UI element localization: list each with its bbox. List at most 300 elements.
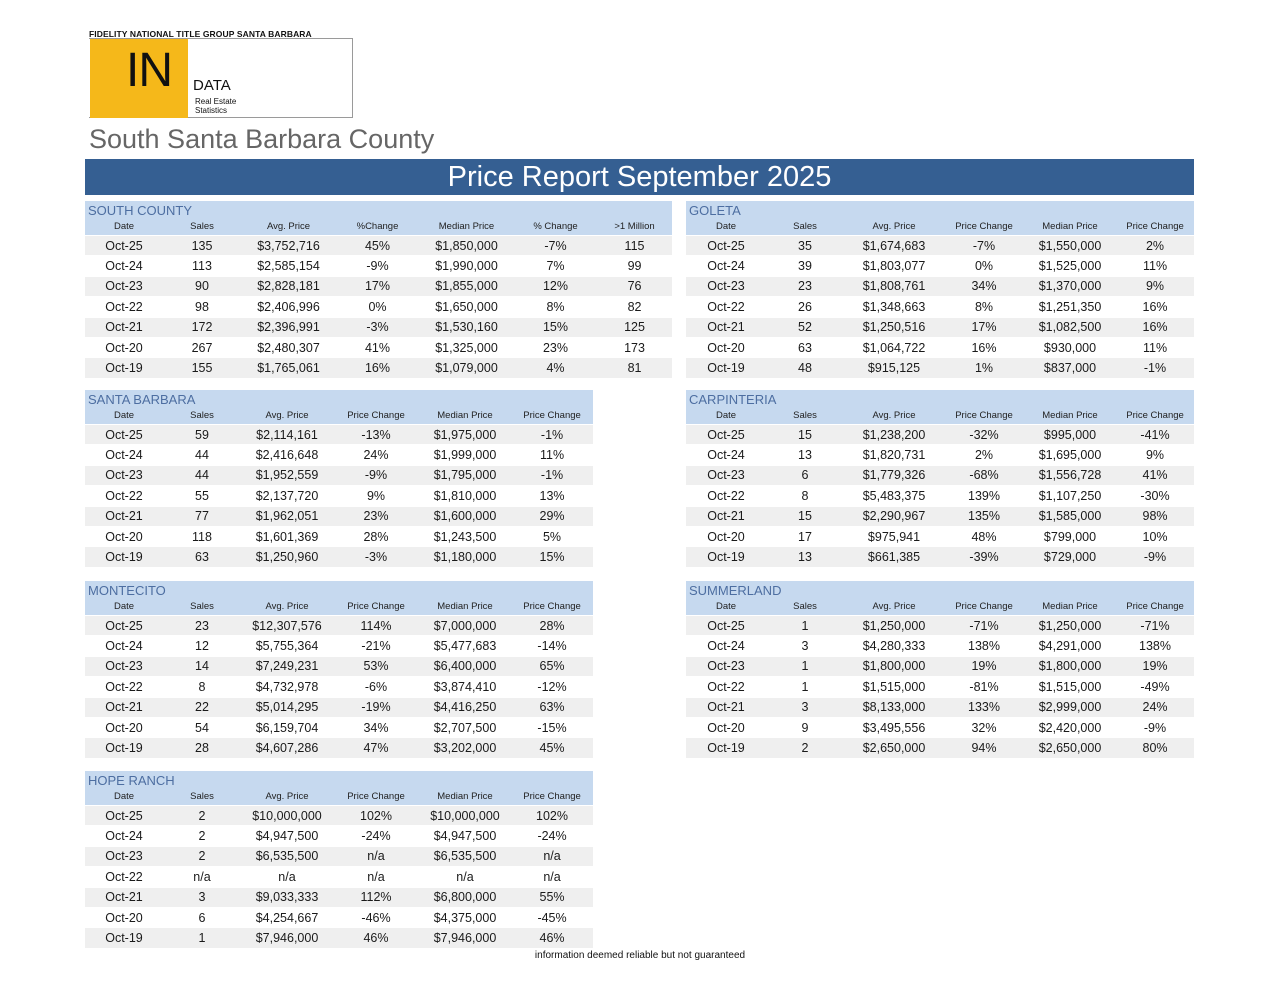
table-cell: -9% [336, 256, 419, 276]
table-cell: 0% [944, 256, 1024, 276]
table-cell: 13% [511, 486, 593, 506]
table-cell: 23 [163, 616, 241, 636]
table-cell: $1,585,000 [1024, 506, 1116, 526]
table-row [686, 656, 1194, 676]
table-cell: Oct-22 [85, 867, 163, 887]
table-cell: 3 [766, 636, 844, 656]
table-cell: $9,033,333 [241, 887, 333, 907]
table-cell: $2,396,991 [241, 317, 336, 337]
table-cell: 5% [511, 526, 593, 546]
table-cell: 19% [944, 656, 1024, 676]
table-cell: -49% [1116, 677, 1194, 697]
table-cell: Oct-25 [686, 425, 766, 445]
table-cell: 81 [597, 358, 672, 378]
table-cell: 118 [163, 526, 241, 546]
table-row [85, 465, 593, 485]
table-cell: $1,779,326 [844, 465, 944, 485]
table-cell: Oct-19 [686, 738, 766, 758]
table-cell: $10,000,000 [419, 806, 511, 826]
table-cell: 46% [511, 928, 593, 948]
table-row [686, 486, 1194, 506]
table-cell: 99 [597, 256, 672, 276]
table-row [686, 677, 1194, 697]
table-cell: Oct-23 [686, 656, 766, 676]
table-cell: 2 [163, 806, 241, 826]
column-header: Sales [766, 407, 844, 425]
table-cell: 135 [163, 236, 241, 256]
table-cell: 135% [944, 506, 1024, 526]
table-row [686, 358, 1194, 378]
table-title: SUMMERLAND [686, 581, 1194, 598]
table-cell: $1,250,000 [844, 616, 944, 636]
table-cell: $1,808,761 [844, 276, 944, 296]
column-header: Price Change [944, 218, 1024, 236]
table-cell: Oct-20 [686, 337, 766, 357]
table-row [686, 547, 1194, 567]
table-cell: 19% [1116, 656, 1194, 676]
column-header: Avg. Price [241, 407, 333, 425]
table-cell: $1,515,000 [844, 677, 944, 697]
table-cell: $661,385 [844, 547, 944, 567]
table-row [85, 236, 672, 256]
table-row [686, 317, 1194, 337]
table-cell: $1,250,516 [844, 317, 944, 337]
column-header: Price Change [1116, 407, 1194, 425]
table-cell: Oct-23 [85, 846, 163, 866]
table-cell: $1,370,000 [1024, 276, 1116, 296]
table-cell: 9 [766, 717, 844, 737]
table-cell: -15% [511, 717, 593, 737]
table-cell: $1,238,200 [844, 425, 944, 445]
table-cell: $1,251,350 [1024, 297, 1116, 317]
column-header: Price Change [1116, 218, 1194, 236]
column-header: Price Change [511, 598, 593, 616]
fidelity-indata-logo [89, 27, 355, 119]
column-header: Avg. Price [844, 407, 944, 425]
table-cell: 11% [511, 445, 593, 465]
table-row [686, 256, 1194, 276]
table-cell: -9% [333, 465, 419, 485]
table-cell: 11% [1116, 337, 1194, 357]
column-header: Date [686, 598, 766, 616]
table-cell: $1,530,160 [419, 317, 514, 337]
table-cell: $1,064,722 [844, 337, 944, 357]
table-cell: 53% [333, 656, 419, 676]
table-cell: Oct-21 [85, 317, 163, 337]
table-cell: 41% [1116, 465, 1194, 485]
table-cell: 23 [766, 276, 844, 296]
table-santa-barbara [85, 390, 593, 567]
table-cell: 32% [944, 717, 1024, 737]
table-cell: $1,674,683 [844, 236, 944, 256]
table-cell: $1,765,061 [241, 358, 336, 378]
table-cell: 2 [766, 738, 844, 758]
table-row [85, 636, 593, 656]
table-cell: $2,480,307 [241, 337, 336, 357]
table-row [85, 677, 593, 697]
report-title-banner: Price Report September 2025 [85, 159, 1194, 195]
table-row [686, 697, 1194, 717]
table-cell: n/a [419, 867, 511, 887]
table-cell: -1% [511, 465, 593, 485]
table-cell: 16% [1116, 317, 1194, 337]
table-cell: n/a [333, 846, 419, 866]
table-cell: Oct-22 [85, 297, 163, 317]
table-cell: 112% [333, 887, 419, 907]
table-cell: -7% [514, 236, 597, 256]
table-summerland [686, 581, 1194, 758]
table-row [686, 425, 1194, 445]
table-row [85, 358, 672, 378]
column-header: Date [85, 407, 163, 425]
table-cell: 114% [333, 616, 419, 636]
table-cell: -1% [511, 425, 593, 445]
table-cell: n/a [511, 867, 593, 887]
table-cell: 24% [1116, 697, 1194, 717]
logo-sub-line-2: Statistics [195, 106, 228, 115]
table-row [686, 526, 1194, 546]
table-row [85, 616, 593, 636]
table-cell: Oct-21 [686, 697, 766, 717]
table-cell: -12% [511, 677, 593, 697]
table-cell: 28% [333, 526, 419, 546]
table-cell: $4,947,500 [419, 826, 511, 846]
table-cell: Oct-22 [686, 677, 766, 697]
table-title: SANTA BARBARA [85, 390, 593, 407]
table-row [686, 276, 1194, 296]
table-cell: 11% [1116, 256, 1194, 276]
table-cell: 15 [766, 425, 844, 445]
table-cell: 34% [333, 717, 419, 737]
logo-in-text: IN [126, 44, 172, 97]
table-cell: Oct-23 [686, 465, 766, 485]
column-header: Sales [766, 218, 844, 236]
table-cell: 267 [163, 337, 241, 357]
column-header: Sales [163, 407, 241, 425]
table-cell: 28 [163, 738, 241, 758]
table-cell: Oct-22 [686, 486, 766, 506]
table-cell: $5,755,364 [241, 636, 333, 656]
table-row [85, 738, 593, 758]
table-cell: $6,400,000 [419, 656, 511, 676]
table-cell: $1,601,369 [241, 526, 333, 546]
table-cell: 9% [1116, 276, 1194, 296]
table-cell: $1,556,728 [1024, 465, 1116, 485]
column-header: Avg. Price [844, 218, 944, 236]
table-cell: $1,999,000 [419, 445, 511, 465]
table-cell: 82 [597, 297, 672, 317]
table-cell: 173 [597, 337, 672, 357]
table-cell: -30% [1116, 486, 1194, 506]
table-cell: Oct-19 [686, 547, 766, 567]
table-cell: $1,695,000 [1024, 445, 1116, 465]
table-cell: 2 [163, 826, 241, 846]
table-cell: 28% [511, 616, 593, 636]
table-cell: Oct-24 [85, 826, 163, 846]
table-cell: $4,947,500 [241, 826, 333, 846]
table-cell: $4,291,000 [1024, 636, 1116, 656]
table-cell: 17% [336, 276, 419, 296]
table-cell: $1,962,051 [241, 506, 333, 526]
table-cell: $1,952,559 [241, 465, 333, 485]
table-cell: Oct-25 [85, 806, 163, 826]
table-cell: Oct-23 [85, 465, 163, 485]
table-cell: 12% [514, 276, 597, 296]
table-cell: 15% [514, 317, 597, 337]
table-cell: 45% [511, 738, 593, 758]
table-cell: $7,000,000 [419, 616, 511, 636]
table-cell: $4,254,667 [241, 907, 333, 927]
table-cell: 9% [333, 486, 419, 506]
table-cell: $1,800,000 [844, 656, 944, 676]
table-row [85, 656, 593, 676]
table-cell: $10,000,000 [241, 806, 333, 826]
table-cell: $4,280,333 [844, 636, 944, 656]
table-cell: $1,850,000 [419, 236, 514, 256]
table-row [85, 425, 593, 445]
table-cell: Oct-23 [85, 656, 163, 676]
table-cell: 1 [766, 616, 844, 636]
table-cell: 55% [511, 887, 593, 907]
table-cell: 16% [944, 337, 1024, 357]
table-cell: 6 [163, 907, 241, 927]
table-row [85, 445, 593, 465]
table-cell: 102% [511, 806, 593, 826]
table-cell: 138% [1116, 636, 1194, 656]
table-carpinteria [686, 390, 1194, 567]
column-header: Sales [163, 788, 241, 806]
column-header: Median Price [1024, 598, 1116, 616]
table-cell: $4,732,978 [241, 677, 333, 697]
table-cell: $3,874,410 [419, 677, 511, 697]
table-cell: n/a [511, 846, 593, 866]
table-cell: $7,946,000 [419, 928, 511, 948]
table-cell: 4% [514, 358, 597, 378]
table-cell: $1,600,000 [419, 506, 511, 526]
table-cell: 76 [597, 276, 672, 296]
table-cell: 6 [766, 465, 844, 485]
table-cell: $2,406,996 [241, 297, 336, 317]
table-cell: $12,307,576 [241, 616, 333, 636]
table-cell: 15 [766, 506, 844, 526]
table-row [686, 297, 1194, 317]
table-cell: Oct-21 [85, 506, 163, 526]
table-cell: 17% [944, 317, 1024, 337]
table-cell: Oct-24 [85, 256, 163, 276]
table-cell: 7% [514, 256, 597, 276]
table-cell: 63 [163, 547, 241, 567]
table-cell: 1% [944, 358, 1024, 378]
table-cell: 24% [333, 445, 419, 465]
table-cell: -45% [511, 907, 593, 927]
table-cell: 133% [944, 697, 1024, 717]
table-cell: 14 [163, 656, 241, 676]
table-cell: 90 [163, 276, 241, 296]
table-cell: 80% [1116, 738, 1194, 758]
table-cell: 8% [514, 297, 597, 317]
table-row [686, 738, 1194, 758]
table-row [85, 256, 672, 276]
table-cell: $2,585,154 [241, 256, 336, 276]
table-cell: Oct-21 [85, 697, 163, 717]
table-cell: 45% [336, 236, 419, 256]
table-row [686, 445, 1194, 465]
table-row [85, 337, 672, 357]
table-cell: Oct-21 [686, 506, 766, 526]
table-cell: -24% [511, 826, 593, 846]
table-title: HOPE RANCH [85, 771, 593, 788]
table-cell: Oct-19 [85, 547, 163, 567]
table-cell: 10% [1116, 526, 1194, 546]
table-row [85, 887, 593, 907]
table-cell: 16% [336, 358, 419, 378]
table-cell: 3 [163, 887, 241, 907]
table-row [85, 276, 672, 296]
table-cell: $8,133,000 [844, 697, 944, 717]
table-cell: 1 [766, 656, 844, 676]
table-cell: $1,082,500 [1024, 317, 1116, 337]
footer-disclaimer: information deemed reliable but not guaranteed [534, 950, 746, 961]
column-header: %Change [336, 218, 419, 236]
table-cell: Oct-20 [85, 907, 163, 927]
table-cell: $1,810,000 [419, 486, 511, 506]
table-cell: 113 [163, 256, 241, 276]
table-cell: Oct-24 [85, 636, 163, 656]
table-cell: 0% [336, 297, 419, 317]
table-cell: 44 [163, 445, 241, 465]
table-cell: $4,375,000 [419, 907, 511, 927]
table-cell: $7,249,231 [241, 656, 333, 676]
column-header: Avg. Price [241, 218, 336, 236]
table-row [85, 506, 593, 526]
table-cell: Oct-24 [686, 445, 766, 465]
table-cell: Oct-20 [85, 717, 163, 737]
table-cell: -3% [336, 317, 419, 337]
table-cell: -46% [333, 907, 419, 927]
table-cell: -71% [1116, 616, 1194, 636]
table-cell: 48 [766, 358, 844, 378]
table-title: GOLETA [686, 201, 1194, 218]
table-cell: $6,535,500 [419, 846, 511, 866]
table-cell: 47% [333, 738, 419, 758]
table-row [686, 236, 1194, 256]
table-cell: n/a [333, 867, 419, 887]
logo-subtitle [195, 97, 236, 115]
column-header: Price Change [333, 598, 419, 616]
table-cell: 63% [511, 697, 593, 717]
table-cell: 63 [766, 337, 844, 357]
table-cell: -3% [333, 547, 419, 567]
table-cell: $6,535,500 [241, 846, 333, 866]
table-cell: 59 [163, 425, 241, 445]
table-cell: $4,416,250 [419, 697, 511, 717]
table-row [686, 465, 1194, 485]
table-cell: -21% [333, 636, 419, 656]
column-header: Price Change [511, 788, 593, 806]
table-cell: $2,999,000 [1024, 697, 1116, 717]
table-row [85, 317, 672, 337]
table-row [85, 826, 593, 846]
table-cell: $2,416,648 [241, 445, 333, 465]
table-cell: -7% [944, 236, 1024, 256]
column-header: Price Change [944, 598, 1024, 616]
column-header: Median Price [419, 788, 511, 806]
column-header: Median Price [1024, 407, 1116, 425]
table-cell: 15% [511, 547, 593, 567]
table-title: MONTECITO [85, 581, 593, 598]
table-cell: $2,707,500 [419, 717, 511, 737]
table-south-county [85, 201, 672, 378]
column-header: Date [85, 598, 163, 616]
table-cell: $930,000 [1024, 337, 1116, 357]
table-cell: 23% [333, 506, 419, 526]
table-cell: Oct-23 [686, 276, 766, 296]
column-header: Median Price [1024, 218, 1116, 236]
table-cell: 3 [766, 697, 844, 717]
column-header: Sales [163, 598, 241, 616]
table-cell: 41% [336, 337, 419, 357]
table-montecito [85, 581, 593, 758]
table-cell: $2,650,000 [1024, 738, 1116, 758]
table-row [686, 337, 1194, 357]
table-cell: -41% [1116, 425, 1194, 445]
column-header: Avg. Price [844, 598, 944, 616]
table-cell: $2,290,967 [844, 506, 944, 526]
table-cell: 125 [597, 317, 672, 337]
column-header: Price Change [333, 788, 419, 806]
table-cell: $1,107,250 [1024, 486, 1116, 506]
org-name: FIDELITY NATIONAL TITLE GROUP SANTA BARBARA [89, 29, 312, 39]
table-cell: 13 [766, 445, 844, 465]
table-cell: 22 [163, 697, 241, 717]
table-cell: Oct-22 [85, 486, 163, 506]
table-cell: 9% [1116, 445, 1194, 465]
table-cell: -32% [944, 425, 1024, 445]
column-header: Date [85, 788, 163, 806]
table-cell: Oct-19 [686, 358, 766, 378]
table-cell: -71% [944, 616, 1024, 636]
table-cell: -1% [1116, 358, 1194, 378]
table-cell: $1,650,000 [419, 297, 514, 317]
table-cell: 2% [1116, 236, 1194, 256]
table-cell: $1,325,000 [419, 337, 514, 357]
table-cell: 102% [333, 806, 419, 826]
table-cell: $5,483,375 [844, 486, 944, 506]
table-cell: 55 [163, 486, 241, 506]
column-header: Avg. Price [241, 598, 333, 616]
table-cell: 35 [766, 236, 844, 256]
table-cell: Oct-25 [85, 236, 163, 256]
table-cell: Oct-19 [85, 738, 163, 758]
table-cell: -9% [1116, 547, 1194, 567]
table-cell: 115 [597, 236, 672, 256]
table-cell: $7,946,000 [241, 928, 333, 948]
table-cell: $2,137,720 [241, 486, 333, 506]
table-cell: $837,000 [1024, 358, 1116, 378]
column-header: Price Change [944, 407, 1024, 425]
table-cell: 8 [766, 486, 844, 506]
table-cell: 23% [514, 337, 597, 357]
table-cell: $799,000 [1024, 526, 1116, 546]
table-cell: $1,550,000 [1024, 236, 1116, 256]
table-cell: 155 [163, 358, 241, 378]
table-cell: 98% [1116, 506, 1194, 526]
table-cell: Oct-20 [686, 526, 766, 546]
column-header: Avg. Price [241, 788, 333, 806]
table-cell: 172 [163, 317, 241, 337]
table-cell: $1,515,000 [1024, 677, 1116, 697]
table-cell: $5,014,295 [241, 697, 333, 717]
